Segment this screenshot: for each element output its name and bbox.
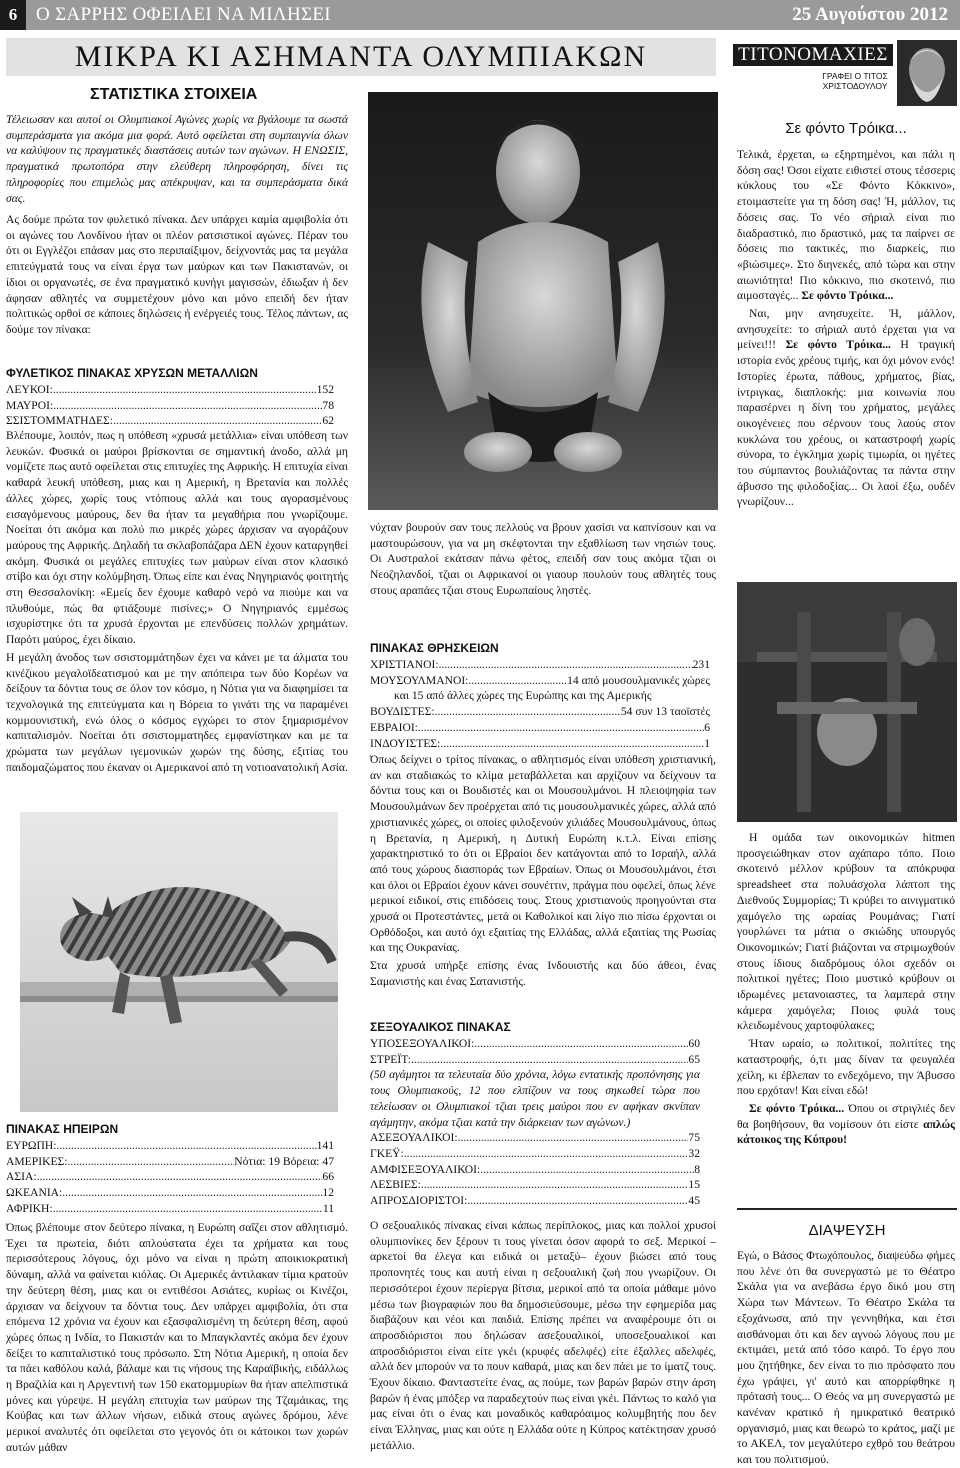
religious-table-title: ΠΙΝΑΚΑΣ ΘΡΗΣΚΕΙΩΝ <box>370 641 499 655</box>
table-row: ΥΠΟΣΕΞΟΥΑΛΙΚΟΙ: ..... 60 <box>370 1036 700 1052</box>
table-row: ΜΟΥΣΟΥΛΜΑΝΟΙ: ..... 14 από μουσουλμανικές χώρες <box>370 673 710 689</box>
table-row: ΛΕΥΚΟΙ: ..... 152 <box>6 382 334 398</box>
table-row: ΙΝΔΟΥΙΣΤΕΣ: ..... 1 <box>370 736 710 752</box>
table-row: ΕΒΡΑΙΟΙ: ..... 6 <box>370 720 710 736</box>
religious-table <box>370 637 710 751</box>
table-row: ΑΠΡΟΣΔΙΟΡΙΣΤΟΙ: ..... 45 <box>370 1193 700 1209</box>
table-row: ΑΣΙΑ: ..... 66 <box>6 1169 334 1185</box>
racial-table <box>6 362 334 429</box>
continent-table-title: ΠΙΝΑΚΑΣ ΗΠΕΙΡΩΝ <box>6 1122 119 1136</box>
column-title: ΤΙΤΟΝΟΜΑΧΙΕΣ <box>733 44 893 66</box>
racial-table-title: ΦΥΛΕΤΙΚΟΣ ΠΙΝΑΚΑΣ ΧΡΥΣΩΝ ΜΕΤΑΛΛΙΩΝ <box>6 366 258 380</box>
table-row: ΑΜΦΙΣΕΞΟΥΑΛΙΚΟΙ: ..... 8 <box>370 1162 700 1178</box>
sexual-table <box>370 1016 700 1209</box>
table-note: και 15 από άλλες χώρες της Ευρώπης και της Αμερικής <box>394 689 652 703</box>
author-portrait <box>897 40 957 106</box>
table-row: ΕΥΡΩΠΗ: ..... 141 <box>6 1138 334 1154</box>
cat-photo <box>20 812 338 1112</box>
publication-name: Ο ΣΑΡΡΗΣ ΟΦΕΙΛΕΙ ΝΑ ΜΙΛΗΣΕΙ <box>36 4 331 25</box>
table-row: ΑΦΡΙΚΗ: ..... 11 <box>6 1201 334 1217</box>
diver-photo <box>368 92 718 510</box>
table-row: ΛΕΣΒΙΕΣ: ..... 15 <box>370 1177 700 1193</box>
table-row: ΑΣΕΞΟΥΑΛΙΚΟΙ: ..... 75 <box>370 1130 700 1146</box>
table-row: ΓΚΕΫ: ..... 32 <box>370 1146 700 1162</box>
table-row: ΣΣΙΣΤΟΜΜΑΤΗΔΕΣ: ..... 62 <box>6 413 334 429</box>
section-heading: ΣΤΑΤΙΣΤΙΚΑ ΣΤΟΙΧΕΙΑ <box>90 86 258 103</box>
page-number: 6 <box>0 0 26 30</box>
dispute-text: Εγώ, ο Βάσος Φτωχόπουλος, διαψεύδω φήμες που λένε ότι θα συνεργαστώ με το Θέατρο Σκάλα για να ανεβάσω έργο δικό μου στη Χώρα των Μάντεων. Το Θέατρο Σκάλα τα εξοχάνωσα, από την γεννηθήκα, και έτσι αισθάνομαι ότι και δεν αγνοώ λόγους που με εκτιμάει, μετά από τόσο καιρό. Το έργο που μου ζητήθηκε, δεν είναι το πιο πρόσφατο που έχω γράψει, γι' αυτό και απορρίφθηκε η πρότασή τους... Ο Θεός να μη συνεργαστώ με κανέναν κρατικό ή ημικρατικό θεατρικό οργανισμό, μιας και θεωρώ το κράτος, μαζί με το ΑΚΕΛ, τον μεγαλύτερο εχθρό του θεάτρου και του πολιτισμού. <box>737 1249 955 1467</box>
column-text-2: Η ομάδα των οικονομικών hitmen προσγειώθηκαν στον αχάπαρο τόπο. Ποιο σκοτεινό μέλλον κρύβουν τα απόκρυφα spreadsheet στα πολυάσχολα λάπτοπ της Διεθνούς Συμμορίας; Τι κρύβει το αινιγματικό χαμόγελο της ωραίας Ρουμάνας; Γιατί γουρλώνει τα μάτια ο σκιώδης υπουργός Οικονομικών; Γιατί βιάζονται να στριμωχθούν στους ίδιους διαδρόμους όλοι σχεδόν οι πολιτικοί ηγέτες; Ποιο μυστικό κρύβουν οι ιδρωμένες μετανοιαστες, τα λαμπερά στην κάμερα χαμόγελα; Ποιος φυλά τους κλειδωμένους χαρτοφύλακες; Ήταν ωραίο, ω πολιτικοί, πολιτίτες της καταστροφής, ό,τι μας δίναν τα φευγαλέα χείλη, κι έβλεπαν το ενδεχόμενο, την Άβυσσο που ερχόταν! Και είναι εδώ! Σε φόντο Τρόικα... Όπου οι στριγλιές δεν θα βοηθήσουν, θα νομίσουν ότι είστε απλώς κάτοικος της Κύπρου! <box>737 831 955 1147</box>
table-row: ΩΚΕΑΝΙΑ: ..... 12 <box>6 1185 334 1201</box>
column-heading: Σε φόντο Τρόικα... <box>785 120 907 137</box>
issue-date: 25 Αυγούστου 2012 <box>792 4 948 25</box>
article-paragraph-1: Ας δούμε πρώτα τον φυλετικό πίνακα. Δεν υπάρχει καμία αμφιβολία ότι οι αγώνες του Λονδίνου ήταν οι πλέον ρατσιστικοί αγώνες. Πέραν του ότι οι Εγγλέζοι επάσαν μας στο περιπαίξιμον, δείχνοντάς μας τα μεγάλα επιτεύγματά τους να είναι έργα των μαύρων και των Πακιστανών, οι ίδιοι οι οργανωτές, σε ένα πραγματικό κυνήγι μαγισσών, έδιωξαν ή δεν άφησαν αθλητές να συμμετέχουν μόνο και μόνο επειδή δεν ήταν πολιτικώς ορθοί σε κάποιες δηλώσεις ή ενέργειές τους. Τέλος πάντων, ας δούμε τον πίνακα: <box>6 213 348 336</box>
article-paragraph-4: Όπως βλέπουμε στον δεύτερο πίνακα, η Ευρώπη σαΐζει στον αθλητισμό. Έχει τα πρωτεία, διότι απλούστατα έχει τα χρήματα και τους περισσότερους λόγους, όχι μόνο να είναι η πρώτη αποικιοκρατική δύναμη, αλλά να φαίνεται κιόλας. Οι Αμερικές άντιλακαν τίμια κρατούν την δεύτερη θέση, μιας και οι εντιθέσοι Ασιάτες, κυρίως οι Κινέζοι, άρχισαν να δείχνουν τα δόντια τους. Δεν υπάρχει αμφιβολία, ότι στα επόμενα 12 χρόνια να έχουν και εξασφαλισμένη τη δεύτερη θέση, αφού χώρες όπως η Ινδία, το Πακιστάν και το Μπαγκλαντές ακόμα δεν έχουν δείξει το καπιταλιστικό τους πρόσωπο. Στη Νότια Αμερική, η οποία δεν τα πάει καθόλου καλά, βάλαμε και τις νήσους της Καραϊβικής, ειδάλλως η Βραζιλία και η Αργεντινή των 150 εκατομμυρίων θα ήταν απελπιστικά μόνες και γύρεψε. Η μεγάλη επιτυχία των μαύρων της Τζαμάικας, της Κούβας και των άλλων νήσων, ειδικά στους αγώνες δρόμου, λένε μερικοί αναλυτές ότι οφείλεται στο γεγονός ότι οι κάτοικοι των χωρών αυτών μάθαν <box>6 1221 348 1454</box>
table-row: ΣΤΡΕΪΤ: ..... 65 <box>370 1052 700 1068</box>
article-paragraph-2: Βλέπουμε, λοιπόν, πως η υπόθεση «χρυσά μετάλλια» είναι υπόθεση των λευκών. Φυσικά οι μαύροι βρίσκονται σε σημαντική άνοδο, αλλά μη νομίζετε πως αυτό οφείλεται στις επιτυχίες της Αφρικής. Η επιτυχία είναι καθαρά λευκή υπόθεση, μιας και η Αμερική, η Βρετανία και πολλές άλλες χώρες, χωρίς τους ντόπιους αλλά και τους αγορασμένους εισαγόμενους μαύρους, δεν θα ήταν τα μεγαθήρια που γνωρίζουμε. Νοείται ότι ακόμα και πολύ πιο μικρές χώρες άρχισαν να αγοράζουν μαύρους της Αφρικής. Δηλαδή τα σκλαβοπάζαρα ΔΕΝ έχουν καταργηθεί ακόμη. Φυσικά οι μεγάλες επιτυχίες των μαύρων είναι στον κλασικό στίβο και όχι στην κολύμβηση. Όπως είπε και ένας Νηγηριανός φοιτητής στη Θεσσαλονίκη: «Εμείς δεν έχουμε καθαρό νερό να πιούμε και να πλυθούμε, πώς θα φτιάξουμε πισίνες;» Ο Νηγηριανός εμμέσως ισχυρίστηκε ότι τα χρυσά έρχονται με επενδύσεις πολλών χρημάτων. Παρότι μαύρος, έχει δίκαιο. Η μεγάλη άνοδος των σσιστομμάτηδων έχει να κάνει με τα άλματα του κινέζικου μεγαλοϊδεατισμού και με την απόπειρα των δύο Κορέων να δείξουν τα δόντια τους σε όλον τον κόσμο, η Νότια για να διαφημίσει τα τεχνολογικά της επιτεύγματα και η Βόρεια το γινάτι της να παραμένει κομμουνιστική, ενώ όλος ο κόσμος εγχώρει το στον ξημαρισμένον καπιταλισμόν. Νοείται ότι σσιστομματηδες εμφανίστηκαν και με τα χρώματα των μεγάλων ιγεμονικών χωρών της δύσης, εξιτίας του παιδομαζώματος που έκαναν οι Αμερικανοί από τη νοτιοανατολική Ασία. <box>6 429 348 774</box>
article-intro: Τέλειωσαν και αυτοί οι Ολυμπιακοί Αγώνες χωρίς να βγάλουμε τα σωστά συμπεράσματα για ακόμα μια φορά. Αυτό οφείλεται στη συμπαιγνία όλων να καλύψουν τις πραγματικές διαστάσεις αυτών των αγώνων. Η ΕΝΩΣΙΣ, πραγματικά πρωτοπόρα στην ελεύθερη πληροφόρηση, δίνει τις πληροφορίες που επιμελώς μας απέκρυψαν, και τα συμπεράσματα δικά σας. <box>6 113 348 205</box>
table-row: ΑΜΕΡΙΚΕΣ: ..... Νότια: 19 Βόρεια: 47 <box>6 1154 334 1170</box>
sexual-table-title: ΣΕΞΟΥΑΛΙΚΟΣ ΠΙΝΑΚΑΣ <box>370 1020 511 1034</box>
column-text-1: Τελικά, έρχεται, ω εξηρτημένοι, και πάλι η δόση σας! Όσοι είχατε ειθιστεί στους τέσσερις κύκλους του «Σε Φόντο Κόκκινο», ετοιμαστείτε για τη δόση σας! Ή, μάλλον, τις δόσεις σας. Το νέο σήριαλ είναι πιο διαδραστικό, πιο δραστικό, μας τα παίρνει σε δόσεις πιο τακτικές, πιο διαρκείς, πιο «βιώσιμες». Στο διηνεκές, από τώρα και στην αιωνιότητα! Πιο κόκκινο, πιο σκοτεινό, πιο αιμοσταγές... Σε φόντο Τρόικα... Ναι, μην ανησυχείτε. Ή, μάλλον, ανησυχείτε: το σήριαλ αυτό έρχεται για να μείνει!!! Σε φόντο Τρόικα... Η τραγική ιστορία ενός χρέους τιμής, και όχι μόνον ενός! Ιστορίες έρωτα, πάθους, χρήματος, βίας, ίντριγκας, διαπλοκής: μια κοινωνία που παρασέρνει η δίνη του χρήματος, μεγάλες οικογένειες που σέρνουν τους λαούς στον κυκλώνα του χρέους, οι καταστροφή χωρίς σύνορα, το έγκλημα χωρίς τιμωρία, οι ηγέτες του σύμπαντος βουλιάζοντας τα πάντα στην άβυσσο της φιλοδοξίας... Οι λαοί έξω, ουδέν γνωρίζουν... <box>737 148 955 509</box>
article-paragraph-5: νύχταν βουρούν σαν τους πελλούς να βρουν χασίσι να καπνίσουν και να μαστουρώσουν, για να μη σκέφτονται την εξαθλίωση των νησιών τους. Οι Αυστραλοί εκάτσαν πάνω φέτος, επειδή σαν τους ακόμα τζιαι οι Νεοζηλανδοί, τζιαι οι Αφρικανοί οι γιαουρ πουλούν τους αθλητές τους στους αραπάες τζιαι στους Ευρωπαίους ληστές. <box>370 521 716 597</box>
table-note: (50 αγάμητοι τα τελευταία δύο χρόνια, λόγω εντατικής προπόνησης για τους Ολυμπιακούς, 12 που ελπίζουν να τους σηκωθεί τώρα που τελείωσαν οι Ολυμπιακοί τζιαι τρεις μαύροι που εν αφήκαν σκνίπαν αγάμητην, ακόμα τζιαι κατά την διάρκειαν των αγώνων.) <box>370 1068 700 1129</box>
table-row: ΧΡΙΣΤΙΑΝΟΙ: ..... 231 <box>370 657 710 673</box>
column-divider <box>737 1208 957 1210</box>
column-byline: ΓΡΑΦΕΙ Ο ΤΙΤΟΣ ΧΡΙΣΤΟΔΟΥΛΟΥ <box>822 71 888 91</box>
article-paragraph-6: Όπως δείχνει ο τρίτος πίνακας, ο αθλητισμός είναι υπόθεση χριστιανική, αν και σταδιακώς το κλίμα μεταβάλλεται και αρχίζουν να δείχνουν τα δόντια τους και οι Βουδιστές και οι Μουσουλμάνοι. Η πλειοψηφία των Μουσουλμάνων δεν προέρχεται από τις μουσουλμανικές χώρες, αλλά από χριστιανικές χώρες, οι οποίες φιλοξενούν χιλιάδες Μουσουλμάνους, όπως η Βρετανία, η Αμερική, η Δυτική Ευρώπη κ.τ.λ. Είναι επίσης χαρακτηριστικό το ότι οι Εβραίοι δεν κατάγονται από το Ισραήλ, αλλά από τους χώρους διασποράς των Εβραίων. Όπως οι Μουσουλμάνοι, έτσι και όλοι οι Εβραίοι έχουν κάνει σουνέττιν, πράγμα που οφελεί, όπως λένε μερικοί ειδικοί, στις επιδόσεις τους. Στους χριστιανούς προηγούνται στα χρυσά οι Προτεστάντες, μετά οι Καθολικοί και λίγο πιο πίσω έρχονται οι Ορθόδοξοι, και αυτό όχι εξαιτίας της Ελλάδας, αλλά εξαιτίας της Ρωσίας και της Ουκρανίας. Στα χρυσά υπήρξε επίσης ένας Ινδουιστής και δύο άθεοι, ένας Σαμανιστής και ένας Σατανιστής. <box>370 753 716 988</box>
table-row: ΜΑΥΡΟΙ: ..... 78 <box>6 398 334 414</box>
dispute-heading: ΔΙΑΨΕΥΣΗ <box>808 1222 886 1239</box>
table-row: ΒΟΥΔΙΣΤΕΣ: ..... 54 συν 13 ταοϊστές <box>370 704 710 720</box>
continent-table <box>6 1118 334 1217</box>
article-headline: ΜΙΚΡΑ ΚΙ ΑΣΗΜΑΝΤΑ ΟΛΥΜΠΙΑΚΩΝ <box>6 38 716 76</box>
prison-photo <box>737 582 957 822</box>
article-paragraph-8: Ο σεξουαλικός πίνακας είναι κάπως περίπλοκος, μιας και πολλοί χρυσοί ολυμπιονίκες δεν ξέρουν τι τους γίνεται όσον αφορά το σεξ. Μερικοί –αρκετοί θα έλεγα και ειδικά οι μεταξύ– έχουν βιώσει από τους προπονητές τους και αυτή είναι η σεξουαλική ζωή που γνωρίζουν. Οι περισσότεροι έχουν περίεργα βίτσια, μερικοί από τα οποία μάθαμε μόνο μέσω των βιογραφιών που θα δημοσιεύσουμε, μέσω την εφημερίδα μας διαβάζουν και νέοι και παιδιά. Επίσης πρέπει να αναφέρουμε ότι οι απροσδιόριστοι που δηλώσαν ασεξουαλικοί, υποσεξουαλικοί και απροσδιόριστοι είναι είτε γκέι (κρυφές αδελφές) είτε έξαλλες αδελφές, αλλά δεν μπορούν να το πουν καθαρά, μιας και δεν πάει με το ίματζ τους. Έχουν δίκαιο. Φανταστείτε ένας, ας πούμε, των βαρών βαρών στην άρση βαρών ή ένας μπόξερ να παραδεχτούν πως είναι γκέι. Πάντως το καλό για μας είναι ότι ο ένας και μοναδικός καθαρόαιμος κολυμβητής που δεν είναι Έλληνας, μιας και ούτε η Ελλάδα ούτε η Κύπρος κατέκτησαν χρυσό μετάλλιο. <box>370 1219 716 1452</box>
